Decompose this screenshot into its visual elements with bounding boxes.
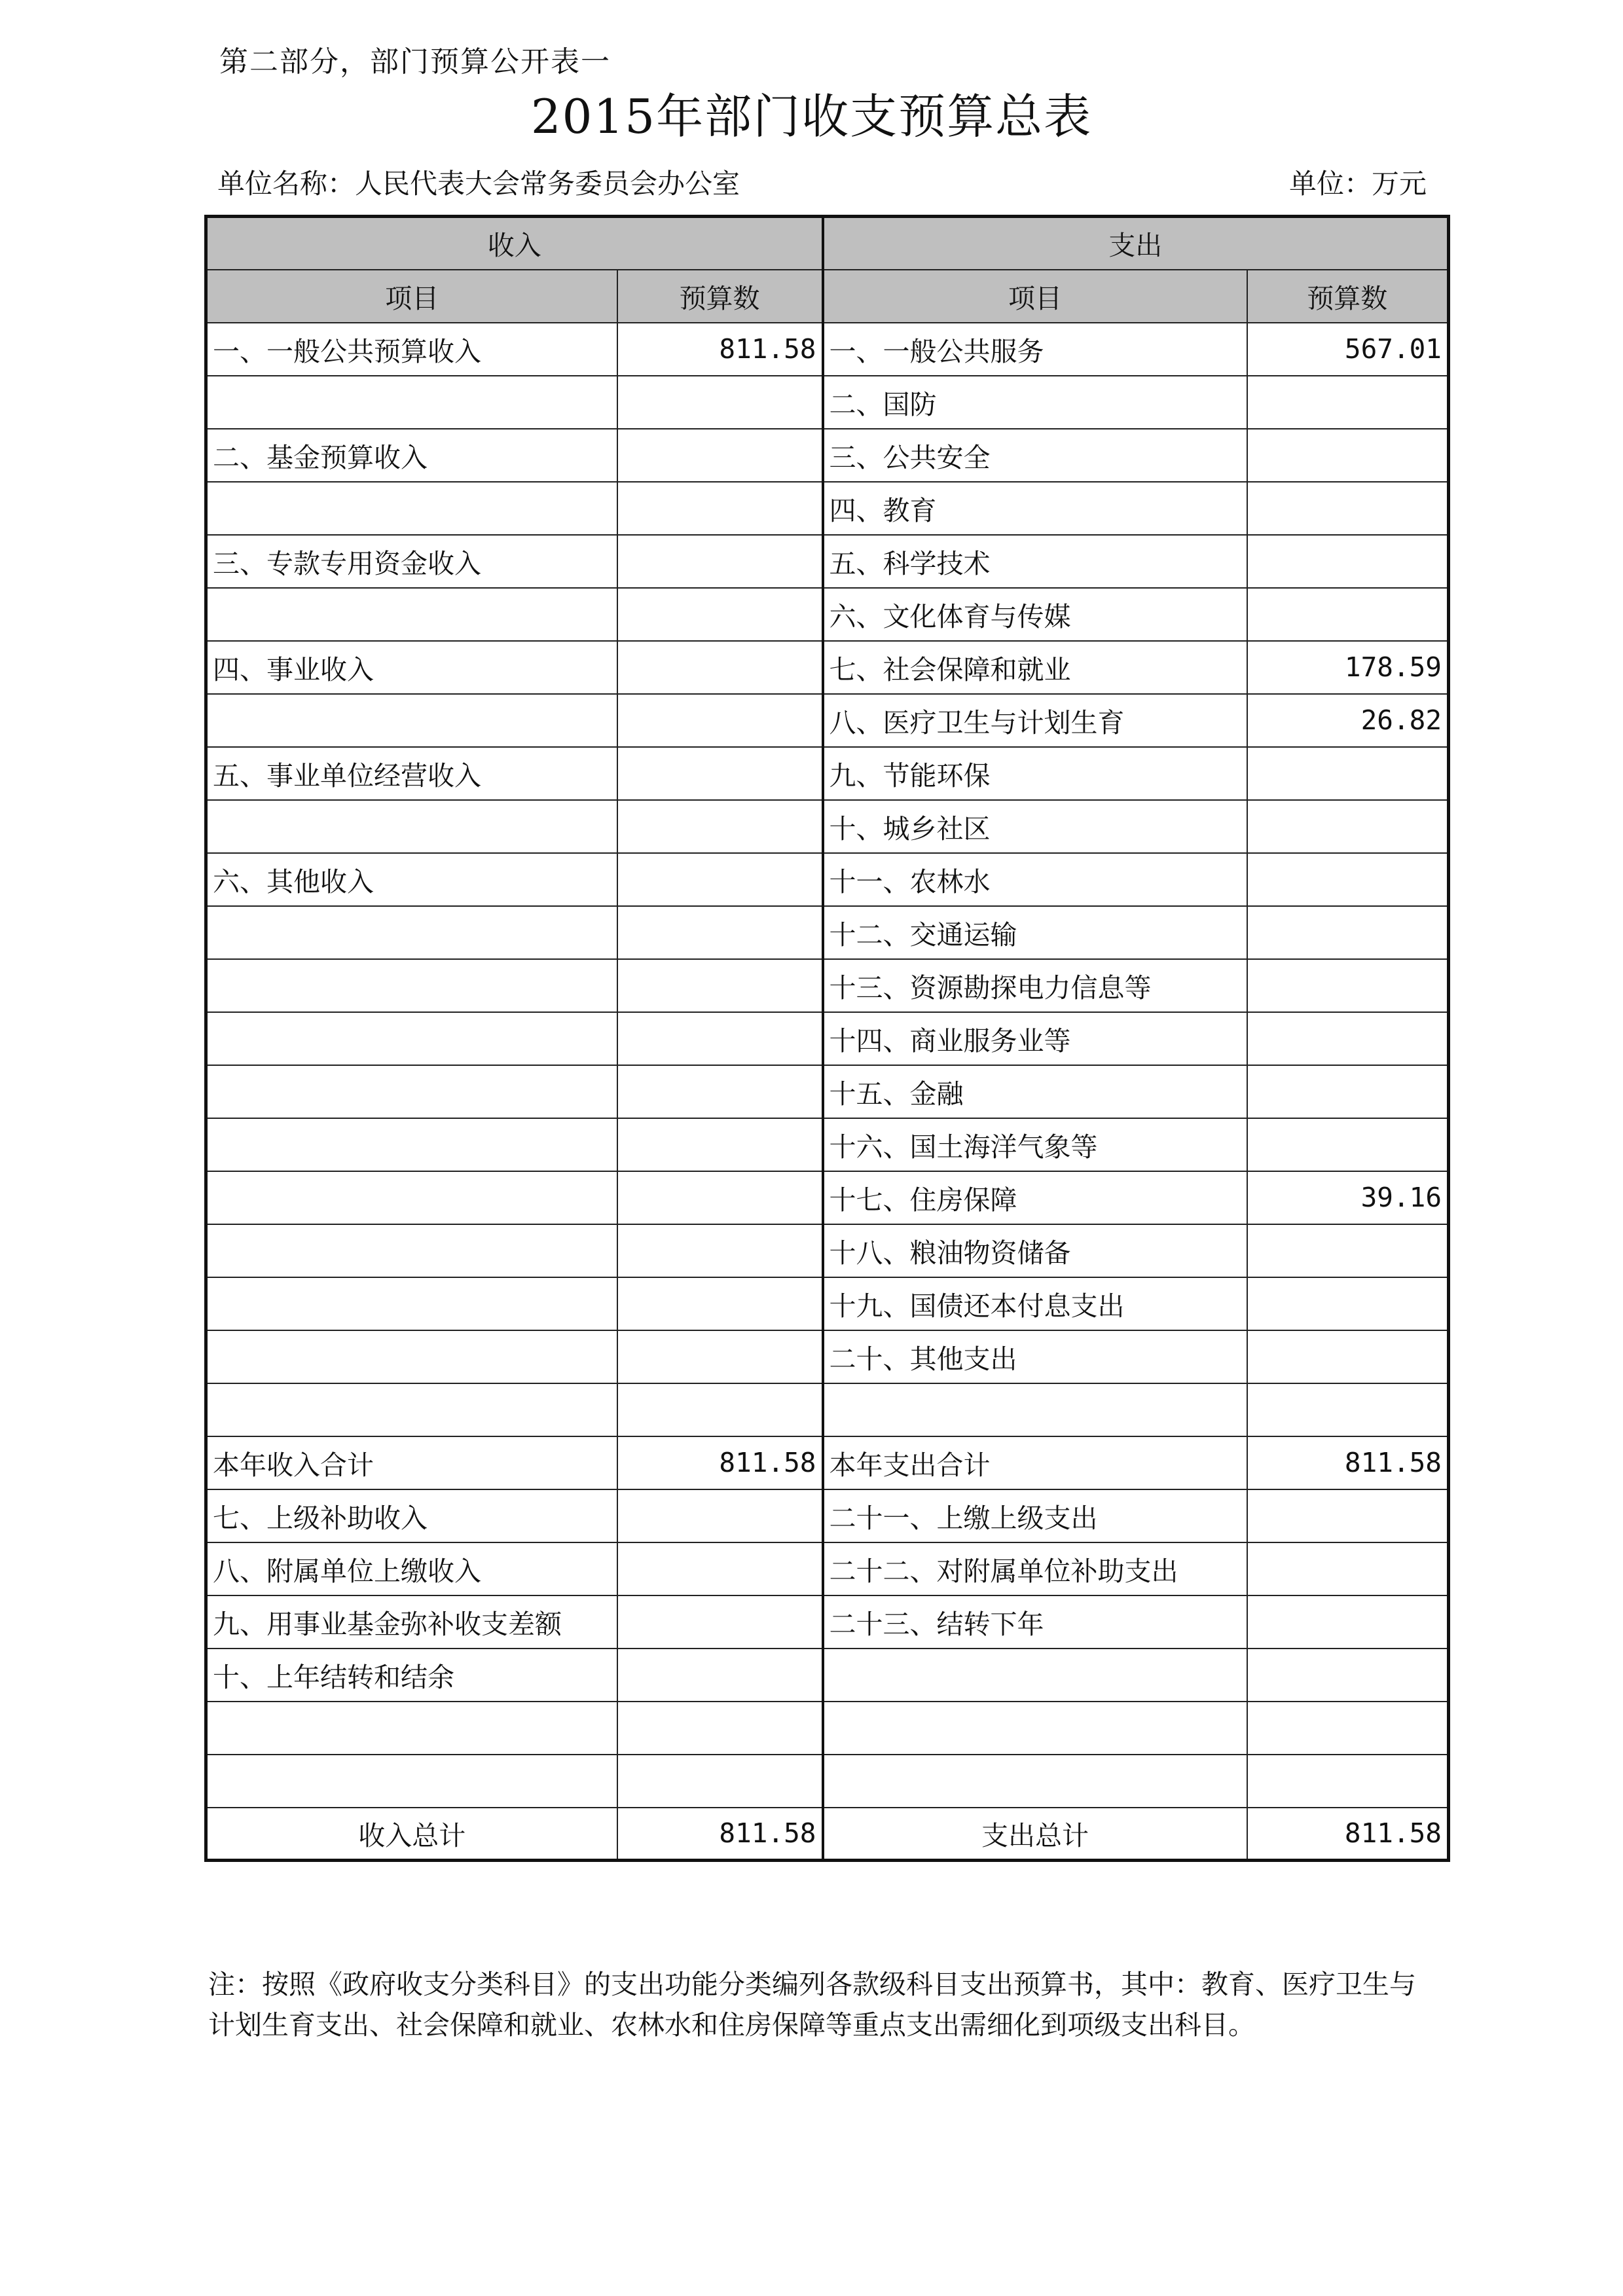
- table-row: [206, 1277, 1449, 1330]
- table-row: [206, 1118, 1449, 1171]
- income-value-cell: [617, 906, 823, 959]
- expense-value-cell: [1247, 1595, 1449, 1649]
- income-item-cell: 收入总计: [206, 1808, 617, 1861]
- income-item-cell: [206, 1065, 617, 1118]
- table-row: [206, 906, 1449, 959]
- expense-item-cell: [823, 1383, 1247, 1436]
- income-value-cell: [617, 1277, 823, 1330]
- expense-item-cell: [823, 1702, 1247, 1755]
- income-item-cell: [206, 1118, 617, 1171]
- income-item-cell: [206, 906, 617, 959]
- total-row: [206, 1808, 1449, 1861]
- income-item-cell: [206, 1277, 617, 1330]
- income-item-cell: 六、其他收入: [206, 853, 617, 906]
- income-item-cell: 四、事业收入: [206, 641, 617, 694]
- expense-value-cell: [1247, 800, 1449, 853]
- expense-item-cell: 二十一、上缴上级支出: [823, 1489, 1247, 1542]
- income-item-cell: [206, 1171, 617, 1224]
- table-row: [206, 1383, 1449, 1436]
- expense-value-cell: [1247, 1277, 1449, 1330]
- income-item-cell: 本年收入合计: [206, 1436, 617, 1489]
- income-value-cell: [617, 588, 823, 641]
- income-value-cell: [617, 1702, 823, 1755]
- income-item-cell: [206, 1702, 617, 1755]
- table-row: [206, 1595, 1449, 1649]
- income-item-cell: 三、专款专用资金收入: [206, 535, 617, 588]
- unit-name: 单位名称：人民代表大会常务委员会办公室: [217, 168, 740, 200]
- table-row: [206, 1436, 1449, 1489]
- expense-item-cell: 十六、国土海洋气象等: [823, 1118, 1247, 1171]
- table-row: [206, 1065, 1449, 1118]
- expense-value-cell: [1247, 1755, 1449, 1808]
- expense-value-cell: [1247, 1383, 1449, 1436]
- expense-item-cell: 十九、国债还本付息支出: [823, 1277, 1247, 1330]
- income-item-header: 项目: [206, 270, 617, 323]
- table-row: [206, 1755, 1449, 1808]
- income-value-cell: [617, 1065, 823, 1118]
- table-row: [206, 959, 1449, 1012]
- expense-item-cell: 七、社会保障和就业: [823, 641, 1247, 694]
- table-row: [206, 1171, 1449, 1224]
- expense-item-cell: 一、一般公共服务: [823, 323, 1247, 376]
- expense-value-cell: [1247, 1065, 1449, 1118]
- income-value-cell: [617, 853, 823, 906]
- expense-value-cell: [1247, 747, 1449, 800]
- income-value-cell: [617, 1489, 823, 1542]
- table-row: [206, 376, 1449, 429]
- footnote: 注：按照《政府收支分类科目》的支出功能分类编列各款级科目支出预算书，其中：教育、医疗卫生与计划生育支出、社会保障和就业、农林水和住房保障等重点支出需细化到项级支出科目。: [208, 1969, 1416, 2041]
- expense-value-cell: [1247, 1542, 1449, 1595]
- expense-item-cell: 二、国防: [823, 376, 1247, 429]
- income-value-cell: 811.58: [617, 1808, 823, 1861]
- income-item-cell: [206, 800, 617, 853]
- income-item-cell: [206, 1755, 617, 1808]
- table-row: [206, 1702, 1449, 1755]
- income-value-cell: [617, 641, 823, 694]
- expense-item-cell: 五、科学技术: [823, 535, 1247, 588]
- table-row: [206, 482, 1449, 535]
- expense-item-cell: 八、医疗卫生与计划生育: [823, 694, 1247, 747]
- budget-table: [204, 215, 1450, 1862]
- income-value-cell: [617, 1224, 823, 1277]
- expense-value-cell: 26.82: [1247, 694, 1449, 747]
- income-item-cell: [206, 1383, 617, 1436]
- income-item-cell: 二、基金预算收入: [206, 429, 617, 482]
- income-item-cell: [206, 1224, 617, 1277]
- table-row: [206, 1649, 1449, 1702]
- income-value-cell: [617, 1118, 823, 1171]
- table-row: [206, 535, 1449, 588]
- table-row: [206, 1542, 1449, 1595]
- table-row: [206, 853, 1449, 906]
- expense-value-cell: [1247, 376, 1449, 429]
- income-item-cell: 八、附属单位上缴收入: [206, 1542, 617, 1595]
- income-item-cell: [206, 588, 617, 641]
- income-value-cell: 811.58: [617, 1436, 823, 1489]
- page-title: 2015年部门收支预算总表: [530, 89, 1093, 144]
- table-row: [206, 694, 1449, 747]
- expense-item-cell: 十二、交通运输: [823, 906, 1247, 959]
- income-value-cell: [617, 376, 823, 429]
- expense-value-cell: [1247, 906, 1449, 959]
- income-item-cell: [206, 959, 617, 1012]
- expense-item-cell: 十、城乡社区: [823, 800, 1247, 853]
- expense-item-cell: 十八、粮油物资储备: [823, 1224, 1247, 1277]
- income-item-cell: [206, 1012, 617, 1065]
- income-item-cell: [206, 1330, 617, 1383]
- part-label: 第二部分，部门预算公开表一: [219, 45, 611, 79]
- income-item-cell: [206, 376, 617, 429]
- expense-item-cell: 四、教育: [823, 482, 1247, 535]
- expense-item-cell: 十三、资源勘探电力信息等: [823, 959, 1247, 1012]
- income-value-cell: [617, 1383, 823, 1436]
- income-header: 收入: [206, 217, 823, 270]
- expense-value-cell: 811.58: [1247, 1436, 1449, 1489]
- expense-item-cell: 十一、农林水: [823, 853, 1247, 906]
- income-value-cell: [617, 1755, 823, 1808]
- table-header-row: [206, 217, 1449, 270]
- expense-value-cell: 39.16: [1247, 1171, 1449, 1224]
- income-value-cell: [617, 1542, 823, 1595]
- income-value-cell: [617, 800, 823, 853]
- expense-value-cell: [1247, 1489, 1449, 1542]
- expense-value-cell: [1247, 853, 1449, 906]
- expense-value-cell: 811.58: [1247, 1808, 1449, 1861]
- expense-value-cell: [1247, 1012, 1449, 1065]
- income-value-cell: [617, 694, 823, 747]
- expense-item-cell: 三、公共安全: [823, 429, 1247, 482]
- expense-item-cell: 十四、商业服务业等: [823, 1012, 1247, 1065]
- table-subheader-row: [206, 270, 1449, 323]
- expense-value-cell: [1247, 1330, 1449, 1383]
- expense-item-cell: 二十、其他支出: [823, 1330, 1247, 1383]
- expense-value-cell: [1247, 959, 1449, 1012]
- income-value-cell: [617, 747, 823, 800]
- table-row: [206, 429, 1449, 482]
- income-budget-header: 预算数: [617, 270, 823, 323]
- expense-item-cell: 二十二、对附属单位补助支出: [823, 1542, 1247, 1595]
- expense-value-cell: 567.01: [1247, 323, 1449, 376]
- income-value-cell: [617, 482, 823, 535]
- expense-value-cell: 178.59: [1247, 641, 1449, 694]
- expense-item-header: 项目: [823, 270, 1247, 323]
- unit-label: 单位：万元: [1288, 168, 1427, 200]
- income-item-cell: 一、一般公共预算收入: [206, 323, 617, 376]
- table-row: [206, 588, 1449, 641]
- table-row: [206, 323, 1449, 376]
- income-value-cell: [617, 959, 823, 1012]
- expense-item-cell: 六、文化体育与传媒: [823, 588, 1247, 641]
- table-row: [206, 800, 1449, 853]
- income-value-cell: [617, 1595, 823, 1649]
- expense-value-cell: [1247, 588, 1449, 641]
- expense-item-cell: [823, 1755, 1247, 1808]
- expense-budget-header: 预算数: [1247, 270, 1449, 323]
- expense-item-cell: 支出总计: [823, 1808, 1247, 1861]
- income-item-cell: 七、上级补助收入: [206, 1489, 617, 1542]
- expense-value-cell: [1247, 1702, 1449, 1755]
- expense-item-cell: [823, 1649, 1247, 1702]
- expense-item-cell: 九、节能环保: [823, 747, 1247, 800]
- table-row: [206, 1330, 1449, 1383]
- income-value-cell: [617, 1649, 823, 1702]
- expense-item-cell: 十七、住房保障: [823, 1171, 1247, 1224]
- income-value-cell: 811.58: [617, 323, 823, 376]
- income-value-cell: [617, 1171, 823, 1224]
- income-item-cell: 九、用事业基金弥补收支差额: [206, 1595, 617, 1649]
- table-row: [206, 1489, 1449, 1542]
- expense-header: 支出: [823, 217, 1449, 270]
- income-item-cell: [206, 694, 617, 747]
- income-value-cell: [617, 429, 823, 482]
- expense-value-cell: [1247, 482, 1449, 535]
- expense-value-cell: [1247, 429, 1449, 482]
- table-row: [206, 1012, 1449, 1065]
- table-row: [206, 747, 1449, 800]
- income-value-cell: [617, 1330, 823, 1383]
- expense-value-cell: [1247, 1118, 1449, 1171]
- expense-item-cell: 二十三、结转下年: [823, 1595, 1247, 1649]
- income-item-cell: [206, 482, 617, 535]
- income-value-cell: [617, 535, 823, 588]
- income-item-cell: 五、事业单位经营收入: [206, 747, 617, 800]
- expense-value-cell: [1247, 535, 1449, 588]
- income-value-cell: [617, 1012, 823, 1065]
- expense-item-cell: 十五、金融: [823, 1065, 1247, 1118]
- table-row: [206, 1224, 1449, 1277]
- income-item-cell: 十、上年结转和结余: [206, 1649, 617, 1702]
- expense-value-cell: [1247, 1649, 1449, 1702]
- expense-item-cell: 本年支出合计: [823, 1436, 1247, 1489]
- table-row: [206, 641, 1449, 694]
- expense-value-cell: [1247, 1224, 1449, 1277]
